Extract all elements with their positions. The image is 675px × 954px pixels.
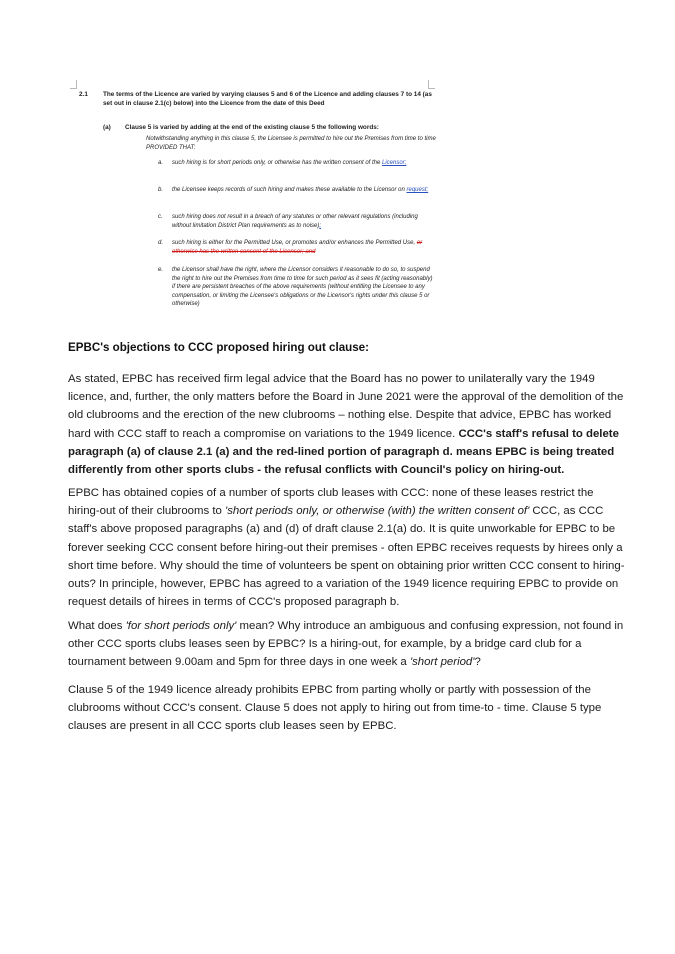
paragraph-legal-advice: As stated, EPBC has received firm legal advice that the Board has no power to unilaterally vary the 1949 licence, and, further, the only matters before the Board in June 2021 were the approval of the demolition of the old clubrooms and the erection of the new clubrooms – nothing else. Despite that advice, EPBC has worked hard with CCC staff to reach a compromise on variations to the 1949 licence. CCC's staff's refusal to delete paragraph (a) of clause 2.1 (a) and the red-lined portion of paragraph d. means EPBC is being treated differently from other sports clubs - the refusal conflicts with Council's policy on hiring-out.: [68, 373, 624, 477]
sub-clause-a-label: (a): [103, 124, 111, 131]
clause-number: 2.1: [79, 91, 88, 98]
bold-statement: CCC's staff's refusal to delete paragraph (a) of clause 2.1 (a) and the red-lined portion of paragraph d. means EPBC is being treated differently from other sports clubs - the refusal conflicts with Council's policy on hiring-out.: [68, 427, 619, 477]
item-label: b.: [158, 187, 164, 193]
item-label: e.: [158, 267, 164, 273]
section-heading: EPBC's objections to CCC proposed hiring out clause:: [68, 341, 369, 354]
quoted-phrase: 'for short periods only': [125, 620, 237, 632]
quoted-phrase: 'short periods only, or otherwise (with) the written consent of': [225, 505, 530, 518]
inserted-text: ;: [319, 222, 322, 229]
sub-clause-a-text: Clause 5 is varied by adding at the end of the existing clause 5 the following words:: [125, 124, 379, 131]
margin-mark-left: [70, 80, 77, 89]
clause-2-1-text: The terms of the Licence are varied by varying clauses 5 and 6 of the Licence and adding clauses 7 to 14 (as set out in clause 2.1(c) below) into the Licence from the date of this Deed: [103, 91, 432, 107]
item-text: such hiring does not result in a breach of any statutes or other relevant regulations (including without limitation District Plan requirements as to noise);: [172, 214, 418, 229]
item-text: such hiring is either for the Permitted Use, or promotes and/or enhances the Permitted Use, or otherwise has the written consent of the Licensor; and: [172, 240, 423, 255]
item-label: d.: [158, 240, 164, 246]
paragraph-sports-club-leases: EPBC has obtained copies of a number of sports club leases with CCC: none of these leases restrict the hiring-out of their clubrooms to 'short periods only, or otherwise (with) the written consent of' CCC, as CCC staff's above proposed paragraphs (a) and (d) of draft clause 2.1(a) do. It is quite unworkable for EPBC to be forever seeking CCC consent before hiring-out their premises - often EPBC receives requests by hirees only a short time before. Why should the time of volunteers be spent on obtaining prior written CCC consent to hiring-outs? In principle, however, EPBC has agreed to a variation of the 1949 licence requiring EPBC to provide on request details of hirees in terms of CCC's proposed paragraph b.: [68, 487, 625, 609]
inserted-text: request;: [406, 187, 429, 193]
quoted-phrase: 'short period': [409, 656, 475, 669]
item-label: a.: [158, 160, 164, 166]
item-label: c.: [158, 214, 163, 220]
item-text: the Licensee keeps records of such hiring and makes these available to the Licensor on request;: [172, 187, 429, 193]
paragraph-clause-5: Clause 5 of the 1949 licence already prohibits EPBC from parting wholly or partly with possession of the clubrooms without CCC's consent. Clause 5 does not apply to hiring out from time-to - time. Clause 5 type clauses are present in all CCC sports club leases seen by EPBC.: [68, 684, 602, 733]
red-lined-text: or otherwise has the written consent of the Licensor; and: [172, 240, 423, 255]
paragraph-short-periods: What does 'for short periods only' mean? Why introduce an ambiguous and confusing expression, not found in other CCC sports clubs leases seen by EPBC? Is a hiring-out, for example, by a bridge card club for a tournament between 9.00am and 5pm for three days in one week a 'short period'?: [68, 620, 624, 669]
clause-excerpt: [0, 0, 675, 340]
margin-mark-right: [428, 80, 435, 89]
item-text: such hiring is for short periods only, or otherwise has the written consent of the Licensor;: [172, 160, 407, 166]
inserted-text: Licensor;: [382, 160, 407, 166]
item-text: the Licensor shall have the right, where the Licensor considers it reasonable to do so, to suspend the right to hire out the Premises from time to time for such period as it sees fit (acting reasonably) if there are persistent breaches of the above requirements (without entitling the Licensee to any compensation, or limiting the Licensee's obligations or the Licensor's rights under this clause 5 or otherwise): [172, 267, 433, 307]
clause-intro: Notwithstanding anything in this clause 5, the Licensee is permitted to hire out the Premises from time to time PROVIDED THAT:: [146, 136, 436, 151]
